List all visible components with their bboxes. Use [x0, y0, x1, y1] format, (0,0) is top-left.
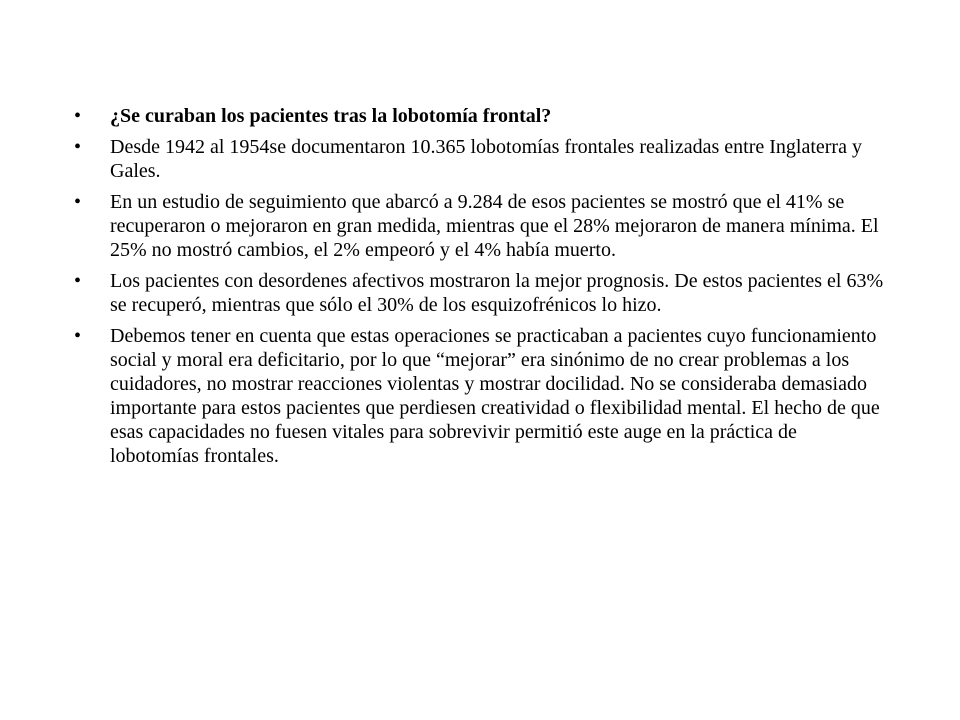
bullet-icon: • [74, 191, 82, 213]
bullet-item-follow-up-study [72, 190, 884, 262]
bullet-text: ¿Se curaban los pacientes tras la lobotomía frontal? [110, 105, 552, 127]
bullet-item-statistics [72, 135, 884, 183]
bullet-text: En un estudio de seguimiento que abarcó a 9.284 de esos pacientes se mostró que el 41% se recuperaron o mejoraron en gran medida, mientras que el 28% mejoraron de manera mínima. El 25% no mostró cambios, el 2% empeoró y el 4% había muerto. [110, 191, 879, 261]
bullet-icon: • [74, 136, 82, 158]
bullet-item-prognosis [72, 269, 884, 317]
bullet-text: Los pacientes con desordenes afectivos mostraron la mejor prognosis. De estos pacientes el 63% se recuperó, mientras que sólo el 30% de los esquizofrénicos lo hizo. [110, 270, 884, 316]
bullet-item-considerations [72, 324, 884, 468]
bullet-text: Desde 1942 al 1954se documentaron 10.365 lobotomías frontales realizadas entre Inglaterra y Gales. [110, 136, 862, 182]
bullet-item-question [72, 104, 884, 128]
bullet-icon: • [74, 105, 82, 127]
bullet-icon: • [74, 325, 82, 347]
bullet-icon: • [74, 270, 82, 292]
bullet-list [72, 104, 884, 475]
bullet-text: Debemos tener en cuenta que estas operaciones se practicaban a pacientes cuyo funcionamiento social y moral era deficitario, por lo que “mejorar” era sinónimo de no crear problemas a los cuidadores, no mostrar reacciones violentas y mostrar docilidad. No se consideraba demasiado importante para estos pacientes que perdiesen creatividad o flexibilidad mental. El hecho de que esas capacidades no fuesen vitales para sobrevivir permitió este auge en la práctica de lobotomías frontales. [110, 325, 880, 467]
